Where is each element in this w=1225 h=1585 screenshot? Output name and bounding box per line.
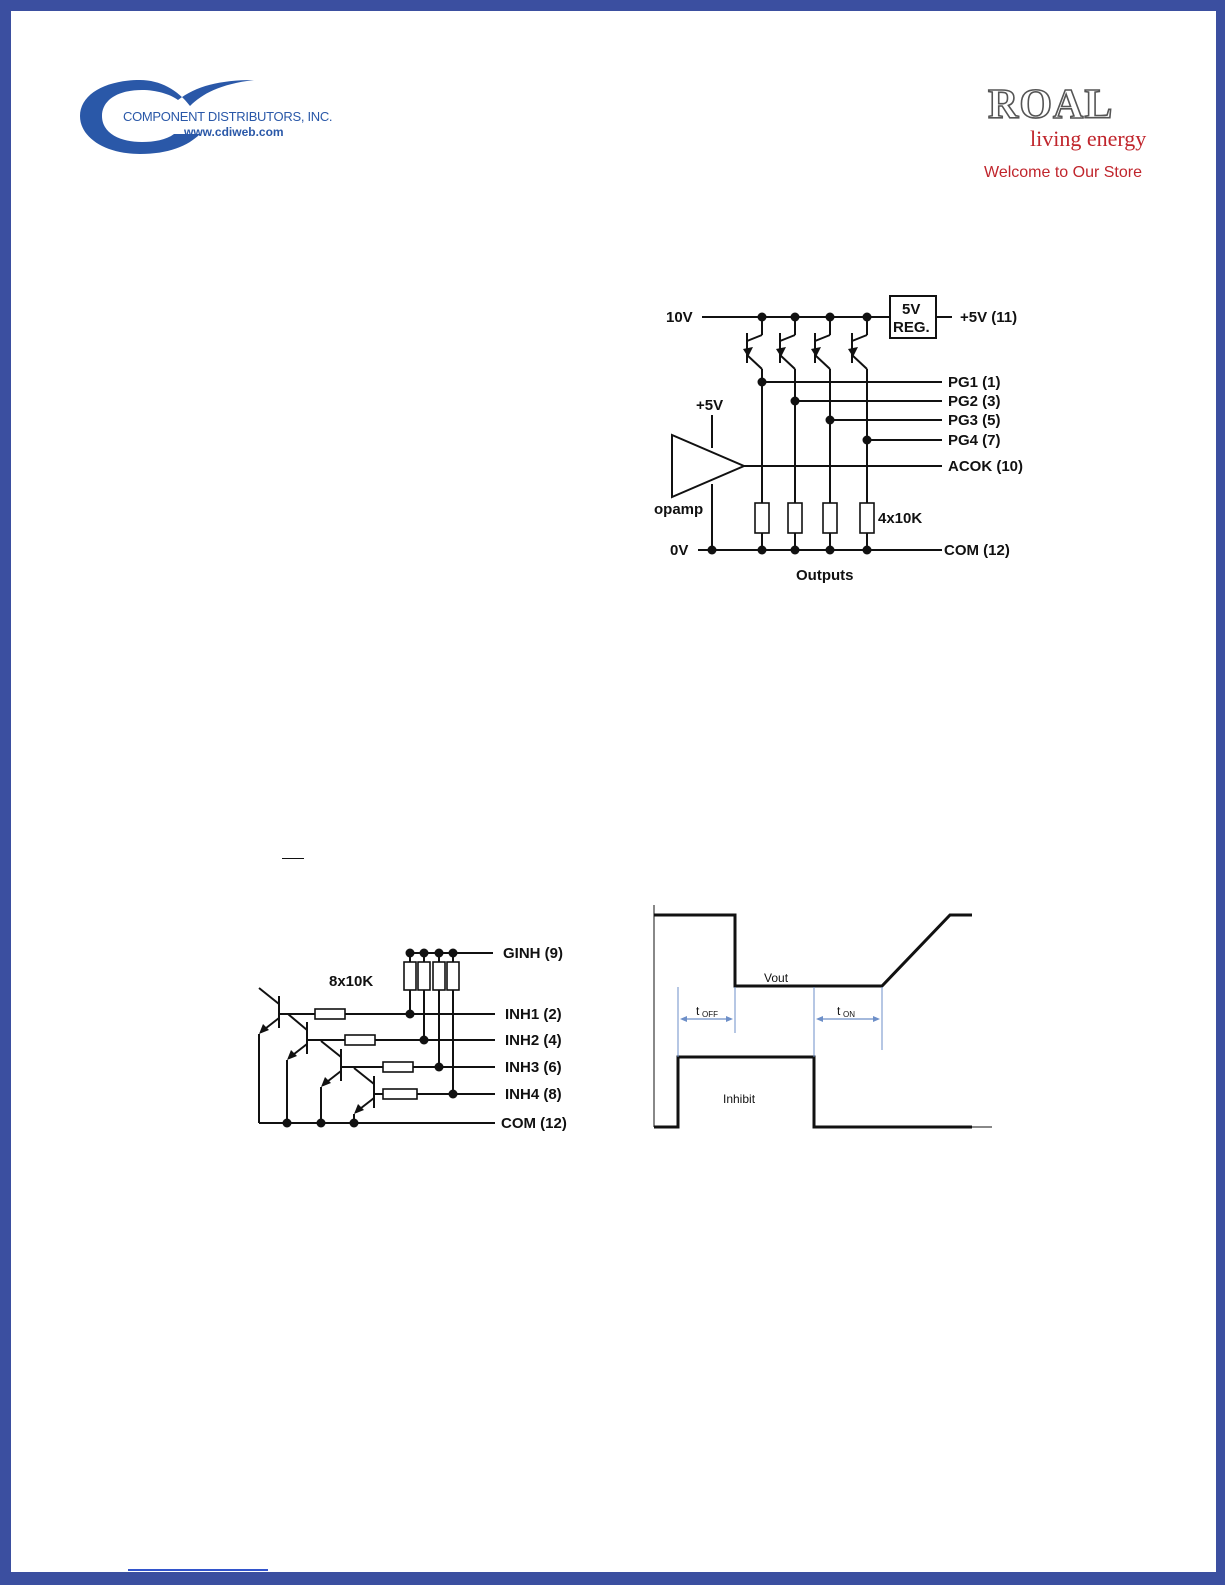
label-com-inh: COM (12) bbox=[501, 1115, 567, 1132]
cdi-website[interactable]: www.cdiweb.com bbox=[184, 125, 284, 139]
inh-transistor-1 bbox=[259, 988, 279, 1034]
label-reg-1: 5V bbox=[902, 301, 921, 318]
label-pg3: PG3 (5) bbox=[948, 412, 1001, 429]
label-reg-2: REG. bbox=[893, 319, 930, 336]
label-t-off: t bbox=[696, 1004, 700, 1018]
inhibit-schematic bbox=[255, 930, 585, 1145]
label-inh4: INH4 (8) bbox=[505, 1086, 562, 1103]
label-pg2: PG2 (3) bbox=[948, 393, 1001, 410]
label-outputs-caption: Outputs bbox=[796, 567, 854, 584]
label-t-off-sub: OFF bbox=[702, 1010, 718, 1019]
datasheet-page bbox=[11, 11, 1216, 1572]
outputs-schematic bbox=[650, 285, 1050, 595]
transistor-3 bbox=[811, 333, 830, 369]
label-opamp: opamp bbox=[654, 501, 704, 518]
label-t-on-sub: ON bbox=[843, 1010, 855, 1019]
label-vout: Vout bbox=[764, 971, 789, 985]
inh-transistor-2 bbox=[287, 1014, 307, 1060]
label-10v: 10V bbox=[666, 309, 693, 326]
label-0v: 0V bbox=[670, 542, 689, 559]
label-t-on: t bbox=[837, 1004, 841, 1018]
label-8x10k: 8x10K bbox=[329, 973, 374, 990]
label-com: COM (12) bbox=[944, 542, 1010, 559]
inh-transistor-3 bbox=[321, 1041, 341, 1087]
inh-transistor-4 bbox=[354, 1068, 374, 1114]
overline-mark bbox=[282, 858, 304, 859]
label-inh2: INH2 (4) bbox=[505, 1032, 562, 1049]
roal-tagline: living energy bbox=[1030, 126, 1147, 151]
label-5v-out: +5V (11) bbox=[960, 309, 1018, 326]
cdi-company-name: COMPONENT DISTRIBUTORS, INC. bbox=[123, 109, 333, 124]
welcome-store-link[interactable]: Welcome to Our Store bbox=[984, 164, 1142, 181]
roal-brand: ROAL bbox=[988, 82, 1114, 128]
label-pg4: PG4 (7) bbox=[948, 432, 1001, 449]
transistor-1 bbox=[743, 333, 762, 369]
label-inh1: INH1 (2) bbox=[505, 1006, 562, 1023]
label-inh3: INH3 (6) bbox=[505, 1059, 562, 1076]
timing-diagram bbox=[650, 905, 1000, 1145]
label-pg1: PG1 (1) bbox=[948, 374, 1001, 391]
label-4x10k: 4x10K bbox=[878, 510, 923, 527]
label-inhibit: Inhibit bbox=[723, 1092, 756, 1106]
label-opamp-supply: +5V bbox=[696, 397, 724, 414]
label-acok: ACOK (10) bbox=[948, 458, 1024, 475]
transistor-4 bbox=[848, 333, 867, 369]
label-ginh: GINH (9) bbox=[503, 945, 563, 962]
footer-link-underline[interactable] bbox=[128, 1569, 268, 1571]
transistor-2 bbox=[776, 333, 795, 369]
